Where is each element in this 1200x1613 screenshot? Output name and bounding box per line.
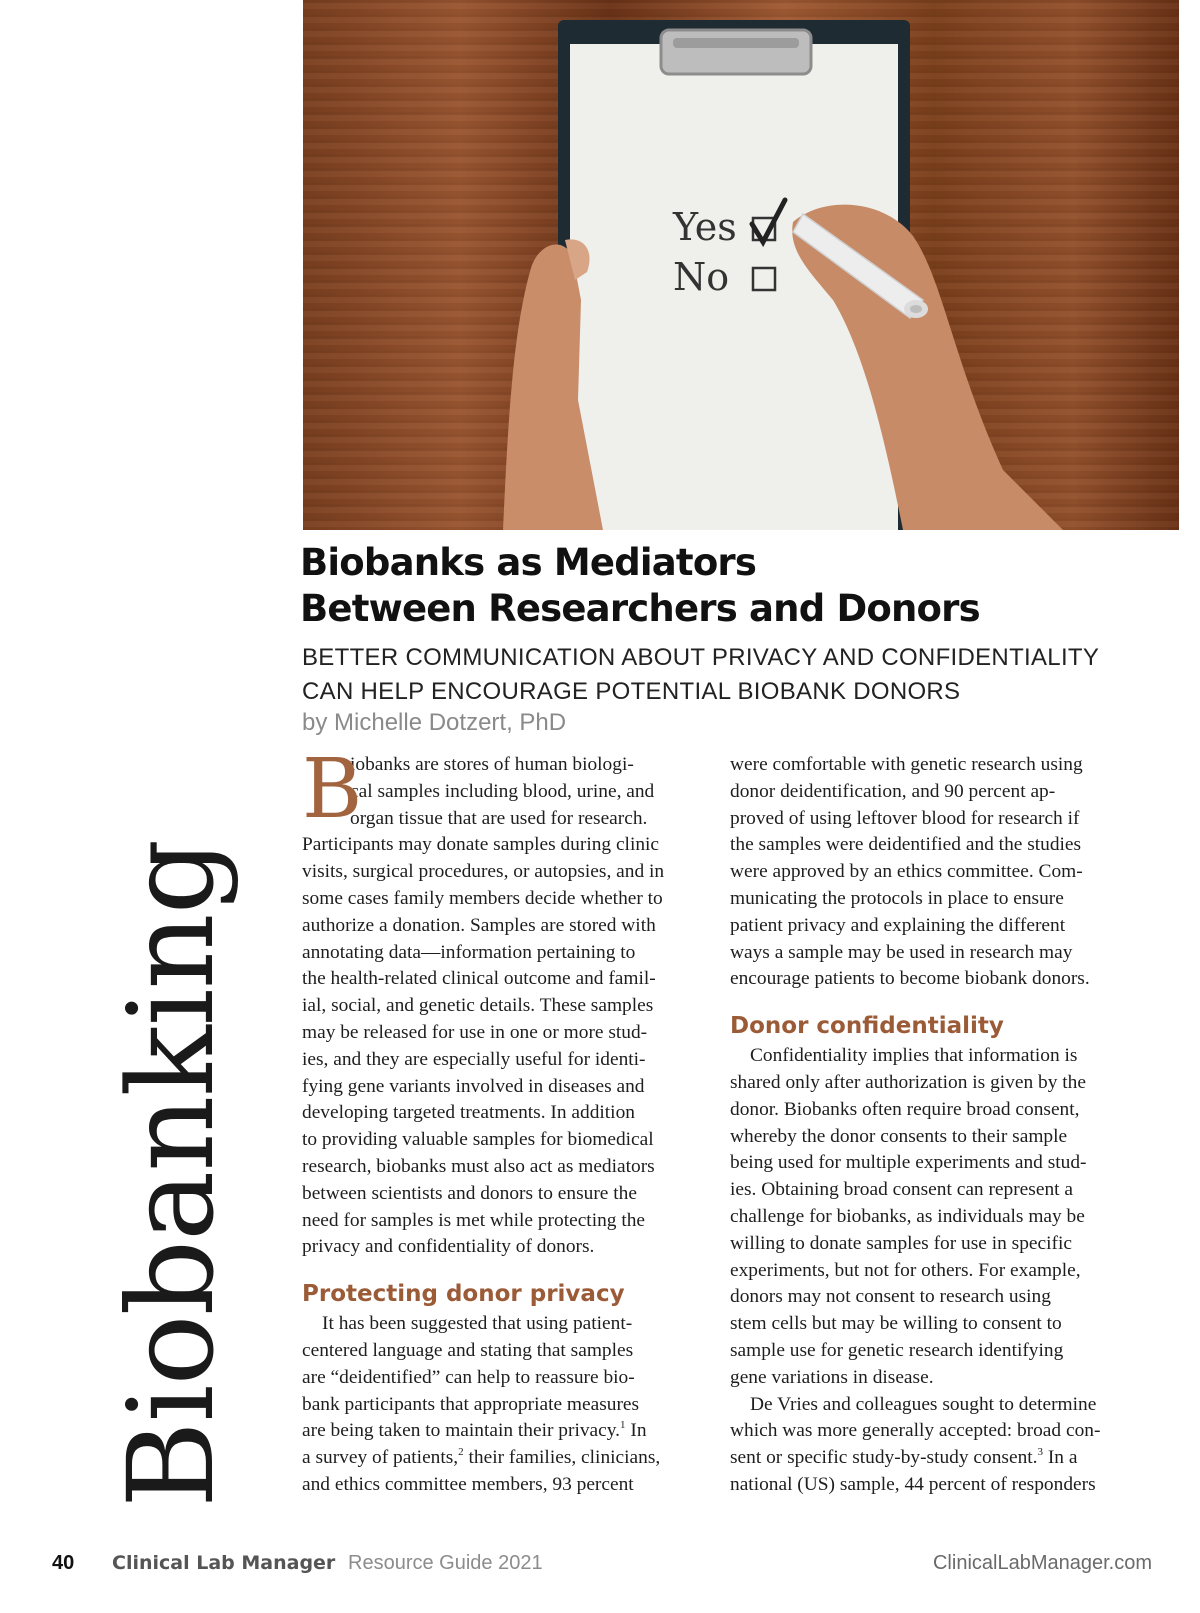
article-title-line: Between Researchers and Donors bbox=[300, 587, 980, 630]
body-line: experiments, but not for others. For example, bbox=[730, 1259, 1081, 1281]
body-line: Confidentiality implies that information is bbox=[750, 1045, 1078, 1067]
body-line: proved of using leftover blood for research if bbox=[730, 807, 1080, 829]
body-line: ies. Obtaining broad consent can represent a bbox=[730, 1179, 1073, 1201]
article-subtitle bbox=[302, 641, 1162, 709]
checkbox-yes-label: Yes bbox=[673, 205, 737, 249]
section-heading: Protecting donor privacy bbox=[302, 1281, 625, 1308]
body-line: gene variations in disease. bbox=[730, 1366, 934, 1388]
body-line: being used for multiple experiments and stud- bbox=[730, 1152, 1087, 1174]
body-line: may be released for use in one or more stud- bbox=[302, 1021, 648, 1043]
body-line: the samples were deidentified and the studies bbox=[730, 834, 1082, 856]
body-line bbox=[302, 1418, 712, 1445]
body-line: were comfortable with genetic research using bbox=[730, 754, 1083, 775]
article-title-line: Biobanks as Mediators bbox=[300, 541, 757, 584]
section-heading: Donor confidentiality bbox=[730, 1013, 1004, 1040]
body-line: willing to donate samples for use in specific bbox=[730, 1232, 1072, 1254]
reference-marker: 2 bbox=[458, 1446, 464, 1459]
reference-marker: 3 bbox=[1037, 1446, 1043, 1459]
privacy-paragraph bbox=[302, 1311, 712, 1499]
body-line: shared only after authorization is given by the bbox=[730, 1071, 1086, 1093]
section-label: Biobanking bbox=[102, 839, 240, 1508]
confidentiality-paragraph bbox=[730, 1043, 1142, 1499]
body-line: the health-related clinical outcome and famil- bbox=[302, 968, 656, 990]
body-line: research, biobanks must also act as mediators bbox=[302, 1155, 655, 1177]
body-line: stem cells but may be willing to consent to bbox=[730, 1313, 1062, 1335]
magazine-name: Clinical Lab Manager bbox=[112, 1552, 336, 1574]
body-line: visits, surgical procedures, or autopsies, and in bbox=[302, 861, 665, 883]
body-line: De Vries and colleagues sought to determine bbox=[750, 1393, 1097, 1415]
body-line: centered language and stating that samples bbox=[302, 1339, 634, 1361]
checkbox-no-label: No bbox=[673, 255, 730, 299]
body-line: Participants may donate samples during clinic bbox=[302, 834, 660, 856]
reference-marker: 1 bbox=[620, 1419, 626, 1432]
body-line: patient privacy and explaining the different bbox=[730, 914, 1066, 936]
body-line: iobanks are stores of human biologi- bbox=[350, 754, 634, 775]
intro-continued-paragraph bbox=[730, 752, 1142, 993]
body-line: were approved by an ethics committee. Com- bbox=[730, 861, 1083, 883]
author-byline: by Michelle Dotzert, PhD bbox=[302, 709, 567, 736]
clipboard-illustration bbox=[303, 0, 1179, 530]
page-footer bbox=[52, 1548, 1152, 1578]
body-line: need for samples is met while protecting the bbox=[302, 1209, 646, 1231]
body-line: ial, social, and genetic details. These samples bbox=[302, 995, 654, 1017]
body-line: encourage patients to become biobank donors. bbox=[730, 968, 1090, 990]
body-text: In bbox=[625, 1420, 647, 1442]
body-line: It has been suggested that using patient- bbox=[322, 1313, 633, 1335]
body-line bbox=[302, 1445, 712, 1472]
body-column-left bbox=[302, 742, 712, 1499]
body-line: donor. Biobanks often require broad consent, bbox=[730, 1098, 1080, 1120]
intro-paragraph bbox=[302, 742, 712, 1261]
body-line: bank participants that appropriate measures bbox=[302, 1393, 640, 1415]
body-text: a survey of patients, bbox=[302, 1447, 459, 1469]
article-title bbox=[300, 540, 1160, 632]
body-line: sample use for genetic research identifying bbox=[730, 1339, 1064, 1361]
body-line: municating the protocols in place to ensure bbox=[730, 887, 1064, 909]
body-line: cal samples including blood, urine, and bbox=[350, 780, 655, 802]
website-link[interactable]: ClinicalLabManager.com bbox=[932, 1552, 1152, 1574]
article-subtitle-line: BETTER COMMUNICATION ABOUT PRIVACY AND CONFIDENTIALITY bbox=[302, 644, 1100, 671]
body-line: ies, and they are especially useful for identi- bbox=[302, 1048, 646, 1070]
body-line bbox=[730, 1445, 1142, 1472]
body-line: fying gene variants involved in diseases and bbox=[302, 1075, 645, 1097]
body-line: privacy and confidentiality of donors. bbox=[302, 1236, 595, 1258]
page-number: 40 bbox=[52, 1552, 75, 1574]
body-line: donors may not consent to research using bbox=[730, 1286, 1051, 1308]
body-line: organ tissue that are used for research. bbox=[350, 807, 648, 829]
issue-name: Resource Guide 2021 bbox=[348, 1552, 543, 1574]
body-line: which was more generally accepted: broad con- bbox=[730, 1420, 1101, 1442]
body-line: whereby the donor consents to their sample bbox=[730, 1125, 1068, 1147]
body-line: challenge for biobanks, as individuals may be bbox=[730, 1205, 1085, 1227]
body-line: national (US) sample, 44 percent of responders bbox=[730, 1473, 1096, 1495]
body-text: sent or specific study-by-study consent. bbox=[730, 1447, 1038, 1469]
body-line: donor deidentification, and 90 percent ap- bbox=[730, 780, 1056, 802]
body-line: developing targeted treatments. In addition bbox=[302, 1102, 635, 1124]
body-line: authorize a donation. Samples are stored with bbox=[302, 914, 656, 936]
body-line: some cases family members decide whether to bbox=[302, 887, 663, 909]
body-column-right bbox=[730, 752, 1142, 1499]
body-line: and ethics committee members, 93 percent bbox=[302, 1473, 634, 1495]
clipboard-clip bbox=[661, 30, 811, 74]
body-text: are being taken to maintain their privacy. bbox=[302, 1420, 621, 1442]
body-line: to providing valuable samples for biomedical bbox=[302, 1129, 654, 1151]
body-line: ways a sample may be used in research may bbox=[730, 941, 1073, 963]
body-text: In a bbox=[1043, 1447, 1078, 1469]
body-line: between scientists and donors to ensure the bbox=[302, 1182, 637, 1204]
body-text: their families, clinicians, bbox=[463, 1447, 661, 1469]
body-line: are “deidentified” can help to reassure bio- bbox=[302, 1366, 635, 1388]
article-subtitle-line: CAN HELP ENCOURAGE POTENTIAL BIOBANK DONORS bbox=[302, 678, 961, 705]
body-line: annotating data—information pertaining to bbox=[302, 941, 636, 963]
drop-cap: B bbox=[302, 742, 363, 837]
hero-photo bbox=[303, 0, 1179, 530]
